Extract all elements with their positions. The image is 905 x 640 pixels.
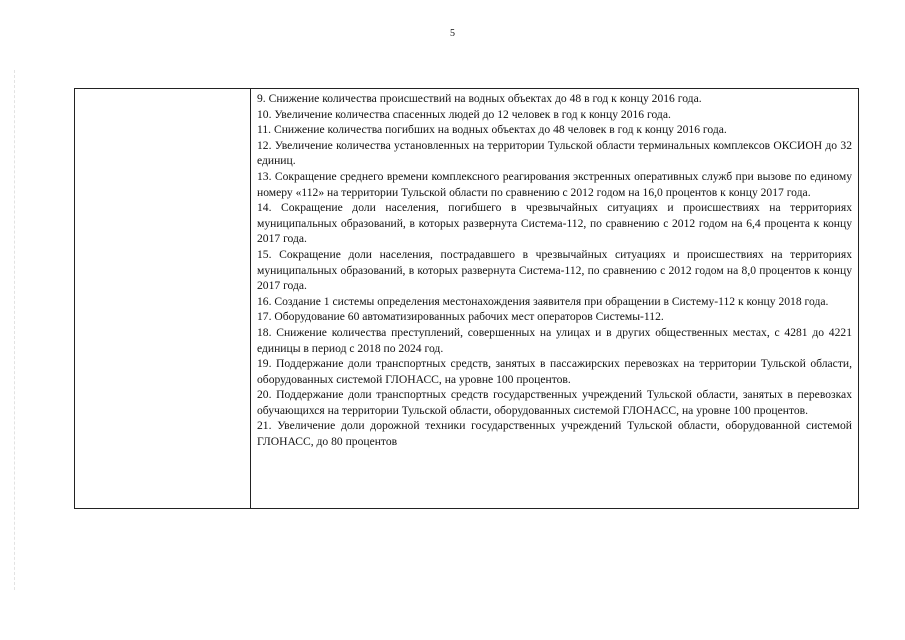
list-item: 14. Сокращение доли населения, погибшего в чрезвычайных ситуациях и происшествиях на территориях муниципальных образований, в которых развернута Система-112, по сравнению с 2012 годом на 6,4 процента к концу 2017 года.	[257, 201, 852, 246]
list-item: 13. Сокращение среднего времени комплексного реагирования экстренных оперативных служб при вызове по единому номеру «112» на территории Тульской области по сравнению с 2012 годом на 16,0 процентов к концу 2017 года.	[257, 169, 852, 199]
table-right-cell	[251, 89, 858, 508]
list-item: 17. Оборудование 60 автоматизированных рабочих мест операторов Системы-112.	[257, 310, 664, 324]
list-item: 12. Увеличение количества установленных на территории Тульской области терминальных комплексов ОКСИОН до 32 единиц.	[257, 138, 852, 168]
list-item: 20. Поддержание доли транспортных средств государственных учреждений Тульской области, занятых в перевозках обучающихся на территории Тульской области, оборудованных системой ГЛОНАСС, на уровне 100 процентов.	[257, 388, 852, 417]
page-number: 5	[450, 28, 455, 39]
document-table	[74, 88, 859, 509]
scan-margin-marks	[14, 70, 16, 590]
list-item: 15. Сокращение доли населения, пострадавшего в чрезвычайных ситуациях и происшествиях на территориях муниципальных образований, в которых развернута Система-112, по сравнению с 2012 годом на 8,0 процентов к концу 2017 года.	[257, 247, 852, 293]
list-item: 18. Снижение количества преступлений, совершенных на улицах и в других общественных местах, с 4281 до 4221 единицы в период с 2018 по 2024 год.	[257, 325, 852, 355]
list-item: 16. Создание 1 системы определения местонахождения заявителя при обращении в Систему-112 к концу 2018 года.	[257, 294, 829, 308]
table-left-cell	[75, 89, 251, 508]
list-item: 9. Снижение количества происшествий на водных объектах до 48 в год к концу 2016 года.	[257, 92, 702, 105]
list-item: 11. Снижение количества погибших на водных объектах до 48 человек в год к концу 2016 года.	[257, 123, 727, 137]
list-item: 10. Увеличение количества спасенных людей до 12 человек в год к концу 2016 года.	[257, 107, 671, 121]
list-item: 21. Увеличение доли дорожной техники государственных учреждений Тульской области, оборудованной системой ГЛОНАСС, до 80 процентов	[257, 419, 852, 449]
list-item: 19. Поддержание доли транспортных средств, занятых в пассажирских перевозках на территории Тульской области, оборудованных системой ГЛОНАСС, на уровне 100 процентов.	[257, 357, 852, 386]
